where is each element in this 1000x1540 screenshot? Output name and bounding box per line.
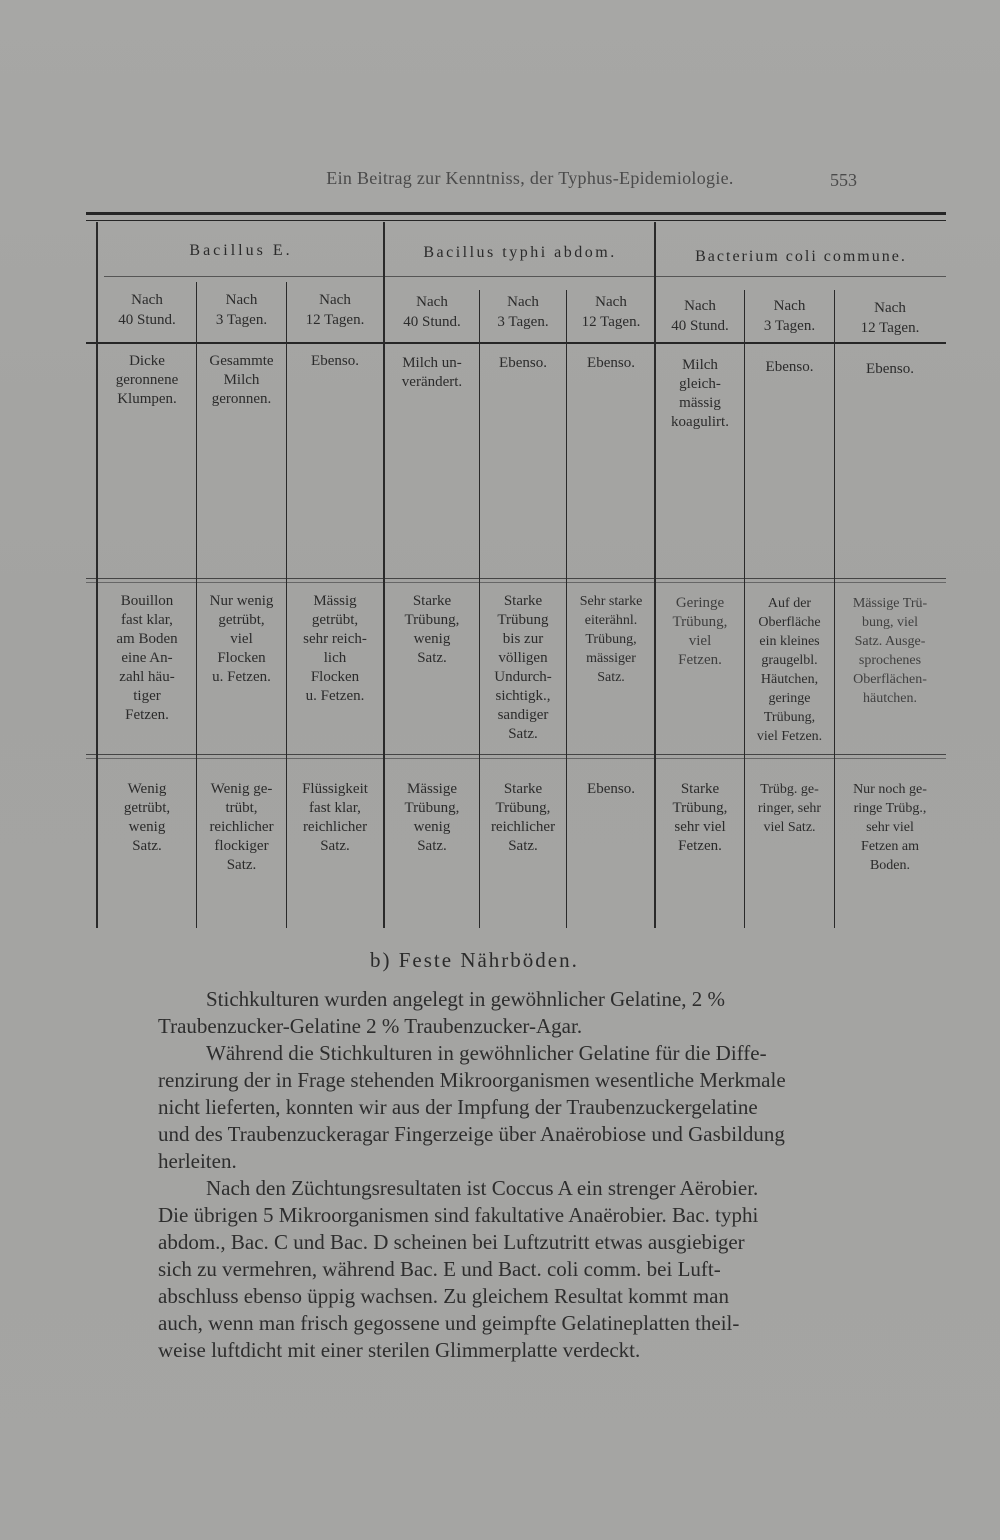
- table-cell: Dicke geronnene Klumpen.: [115, 353, 179, 407]
- table-cell: Wenig ge- trübt, reichlicher flockiger Satz.: [209, 781, 274, 873]
- paragraph: Stichkulturen wurden angelegt in gewöhnlicher Gelatine, 2 % Traubenzucker-Gelatine 2 % Traubenzucker-Agar.: [158, 987, 726, 1038]
- table-cell: Nur noch ge- ringe Trübg., sehr viel Fetzen am Boden.: [853, 782, 927, 873]
- table-cell: Milch un- verändert.: [401, 355, 463, 390]
- table-top-rule: [86, 212, 946, 215]
- paragraph: Während die Stichkulturen in gewöhnlicher Gelatine für die Diffe- renzirung der in Frage stehenden Mikroorganismen wesentliche Merkmale nicht lieferten, konnten wir aus der Impfung der Traubenzuckergelatine und des Traubenzuckeragar Fingerzeige über Anaërobiose und Gasbildung herleiten.: [158, 1041, 786, 1173]
- table-cell: Ebenso.: [311, 353, 359, 369]
- table-cell: Mässige Trü- bung, viel Satz. Ausge- sprochenes Oberflächen- häutchen.: [852, 596, 928, 706]
- row-rule-2b: [86, 758, 946, 759]
- table-cell: Bouillon fast klar, am Boden eine An- zahl häu- tiger Fetzen.: [116, 593, 178, 723]
- table-cell: Starke Trübung, sehr viel Fetzen.: [672, 781, 728, 854]
- row-rule-1b: [86, 582, 946, 583]
- table-cell: Geringe Trübung, viel Fetzen.: [672, 595, 728, 668]
- column-subheading: Nach 3 Tagen.: [763, 298, 816, 334]
- group-underline: [104, 276, 946, 277]
- paragraph: Nach den Züchtungsresultaten ist Coccus A ein strenger Aërobier. Die übrigen 5 Mikroorganismen sind fakultative Anaërobier. Bac. typhi abdom., Bac. C und Bac. D scheinen bei Luftzutritt etwas ausgiebiger sich zu vermehren, während Bac. E und Bact. coli comm. bei Luft- abschluss ebenso üppig wachsen. Zu gleichem Resultat kommt man auch, wenn man frisch gegossene und geimpfte Gelatineplatten theil- weise luftdicht mit einer sterilen Glimmerplatte verdeckt.: [158, 1176, 759, 1362]
- table-top-rule-thin: [86, 220, 946, 221]
- running-title: Ein Beitrag zur Kenntniss, der Typhus-Epidemiologie.: [326, 168, 734, 188]
- table-cell: Gesammte Milch geronnen.: [209, 353, 274, 407]
- group-heading: Bacillus E.: [189, 242, 293, 259]
- row-rule-2: [86, 754, 946, 755]
- table-cell: Mässige Trübung, wenig Satz.: [404, 781, 460, 854]
- table-cell: Ebenso.: [866, 361, 914, 377]
- column-subheading: Nach 40 Stund.: [118, 292, 176, 328]
- row-rule-1: [86, 578, 946, 579]
- table-cell: Milch gleich- mässig koagulirt.: [671, 357, 729, 430]
- table-cell: Auf der Oberfläche ein kleines graugelbl. Häutchen, geringe Trübung, viel Fetzen.: [756, 596, 823, 744]
- table-cell: Wenig getrübt, wenig Satz.: [123, 781, 171, 854]
- table-cell: Ebenso.: [587, 781, 635, 797]
- column-subheading: Nach 12 Tagen.: [305, 292, 365, 328]
- header-bottom-rule: [86, 342, 946, 344]
- table-cell: Trübg. ge- ringer, sehr viel Satz.: [757, 782, 822, 835]
- column-subheading: Nach 12 Tagen.: [860, 300, 920, 336]
- column-subheading: Nach 3 Tagen.: [215, 292, 268, 328]
- column-subheading: Nach 40 Stund.: [671, 298, 729, 334]
- column-subheading: Nach 12 Tagen.: [581, 294, 641, 330]
- group-heading: Bacterium coli commune.: [695, 248, 907, 265]
- table-cell: Starke Trübung, wenig Satz.: [404, 593, 460, 666]
- table-cell: Sehr starke eiterähnl. Trübung, mässiger Satz.: [579, 594, 643, 685]
- table-cell: Ebenso.: [499, 355, 547, 371]
- page-number: 553: [830, 170, 857, 190]
- group-heading: Bacillus typhi abdom.: [423, 244, 617, 261]
- table-cell: Starke Trübung, reichlicher Satz.: [490, 781, 556, 854]
- table-cell: Mässig getrübt, sehr reich- lich Flocken u. Fetzen.: [303, 593, 367, 704]
- table-cell: Flüssigkeit fast klar, reichlicher Satz.: [302, 781, 368, 854]
- column-subheading: Nach 40 Stund.: [403, 294, 461, 330]
- table-cell: Ebenso.: [587, 355, 635, 371]
- table-cell: Ebenso.: [765, 359, 814, 375]
- column-subheading: Nach 3 Tagen.: [497, 294, 549, 330]
- table-cell: Nur wenig getrübt, viel Flocken u. Fetzen.: [209, 593, 274, 685]
- section-title: b) Feste Nährböden.: [370, 948, 579, 972]
- table-cell: Starke Trübung bis zur völligen Undurch- sichtigk., sandiger Satz.: [494, 593, 552, 742]
